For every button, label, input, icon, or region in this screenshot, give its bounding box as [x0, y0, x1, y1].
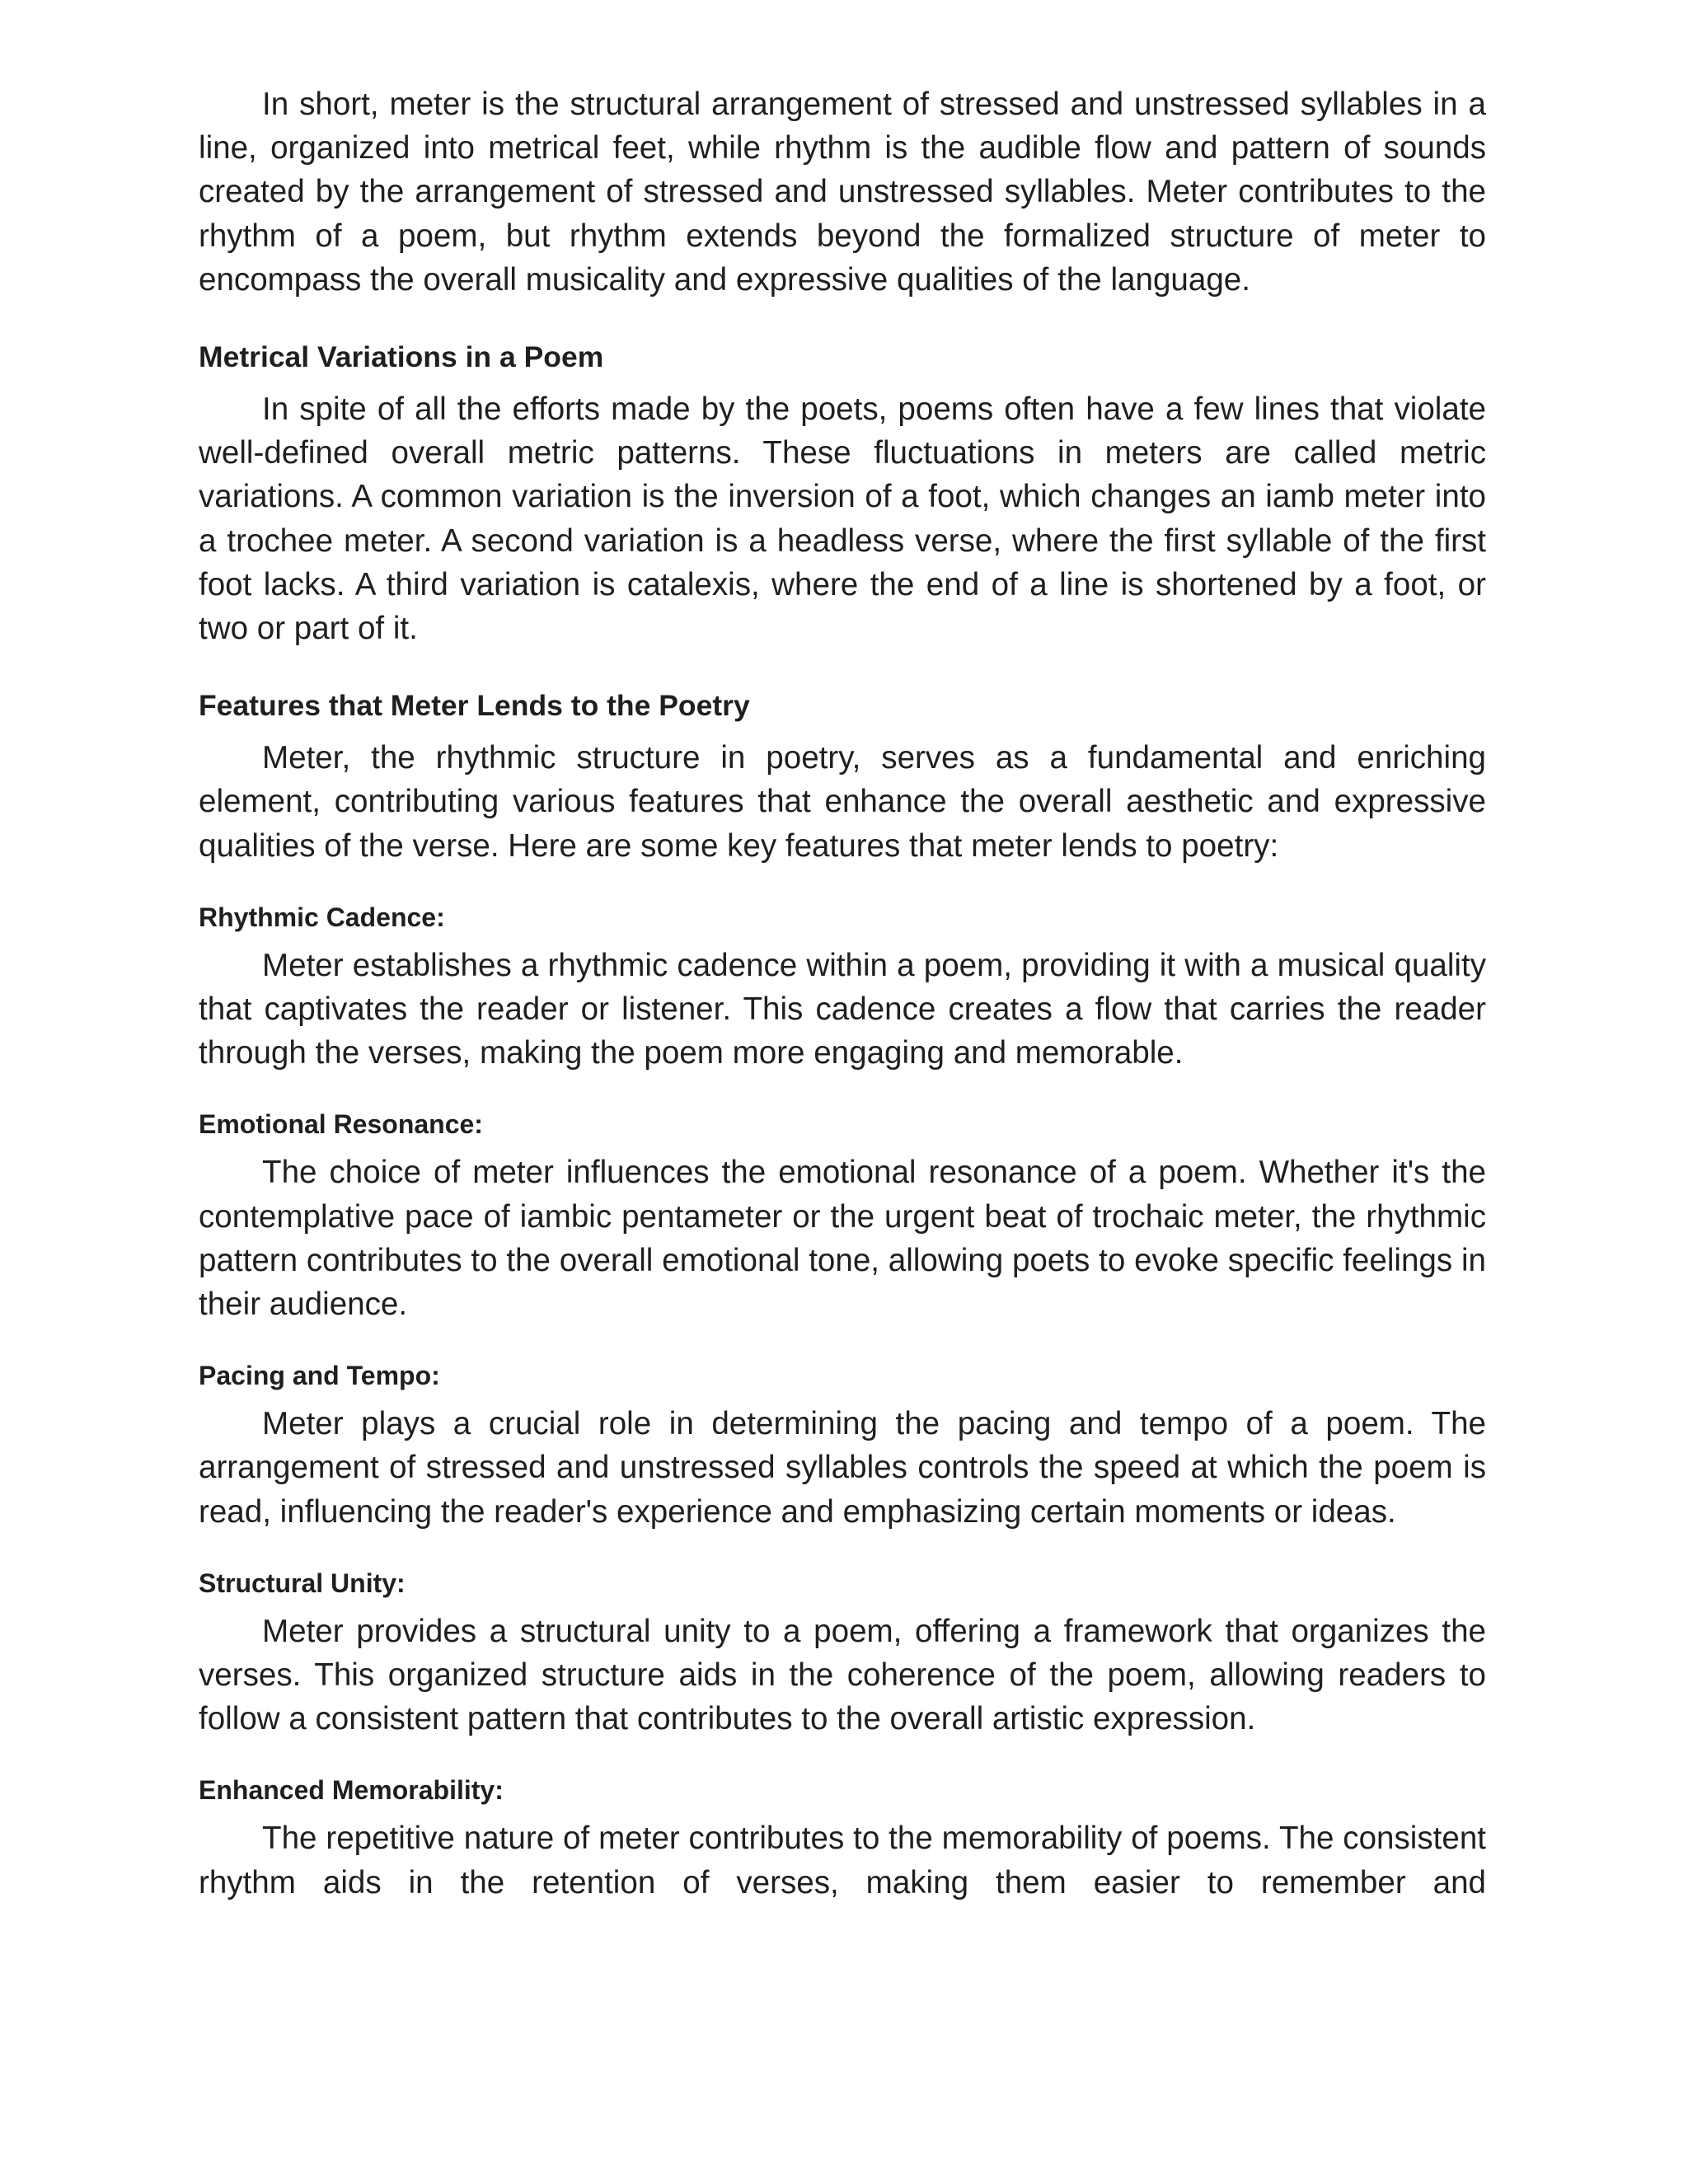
subheading-rhythmic-cadence: Rhythmic Cadence: [199, 902, 445, 932]
subheading-emotional-resonance: Emotional Resonance: [199, 1109, 483, 1140]
heading-features: Features that Meter Lends to the Poetry [199, 689, 750, 723]
rhythmic-cadence-paragraph: Meter establishes a rhythmic cadence within a poem, providing it with a musical quality that captivates the reader or listener. This cadence creates a flow that carries the reader through the verses, making the poem more engaging and memorable. [199, 947, 1486, 1071]
pacing-and-tempo-paragraph: Meter plays a crucial role in determining the pacing and tempo of a poem. The arrangement of stressed and unstressed syllables controls the speed at which the poem is read, influencing the reader's experience and emphasizing certain moments or ideas. [199, 1406, 1486, 1530]
heading-metrical-variations: Metrical Variations in a Poem [199, 340, 604, 374]
metrical-variations-paragraph: In spite of all the efforts made by the poets, poems often have a few lines that violate well-defined overall metric patterns. These fluctuations in meters are called metric variations. A common variation is the inversion of a foot, which changes an iamb meter into a trochee meter. A second variation is a headless verse, where the first syllable of the first foot lacks. A third variation is catalexis, where the end of a line is shortened by a foot, or two or part of it. [199, 391, 1486, 647]
subheading-enhanced-memorability: Enhanced Memorability: [199, 1775, 504, 1806]
features-paragraph: Meter, the rhythmic structure in poetry, serves as a fundamental and enriching element, contributing various features that enhance the overall aesthetic and expressive qualities of the verse. Here are some key features that meter lends to poetry: [199, 740, 1486, 864]
enhanced-memorability-paragraph: The repetitive nature of meter contributes to the memorability of poems. The consistent rhythm aids in the retention of verses, making them easier to remember and [199, 1821, 1486, 1900]
structural-unity-paragraph: Meter provides a structural unity to a poem, offering a framework that organizes the verses. This organized structure aids in the coherence of the poem, allowing readers to follow a consistent pattern that contributes to the overall artistic expression. [199, 1613, 1486, 1737]
emotional-resonance-paragraph: The choice of meter influences the emotional resonance of a poem. Whether it's the contemplative pace of iambic pentameter or the urgent beat of trochaic meter, the rhythmic pattern contributes to the overall emotional tone, allowing poets to evoke specific feelings in their audience. [199, 1155, 1486, 1323]
intro-paragraph: In short, meter is the structural arrangement of stressed and unstressed syllables in a line, organized into metrical feet, while rhythm is the audible flow and pattern of sounds created by the arrangement of stressed and unstressed syllables. Meter contributes to the rhythm of a poem, but rhythm extends beyond the formalized structure of meter to encompass the overall musicality and expressive qualities of the language. [199, 87, 1486, 298]
subheading-structural-unity: Structural Unity: [199, 1568, 406, 1598]
page-content [199, 82, 1486, 1905]
subheading-pacing-and-tempo: Pacing and Tempo: [199, 1361, 440, 1391]
